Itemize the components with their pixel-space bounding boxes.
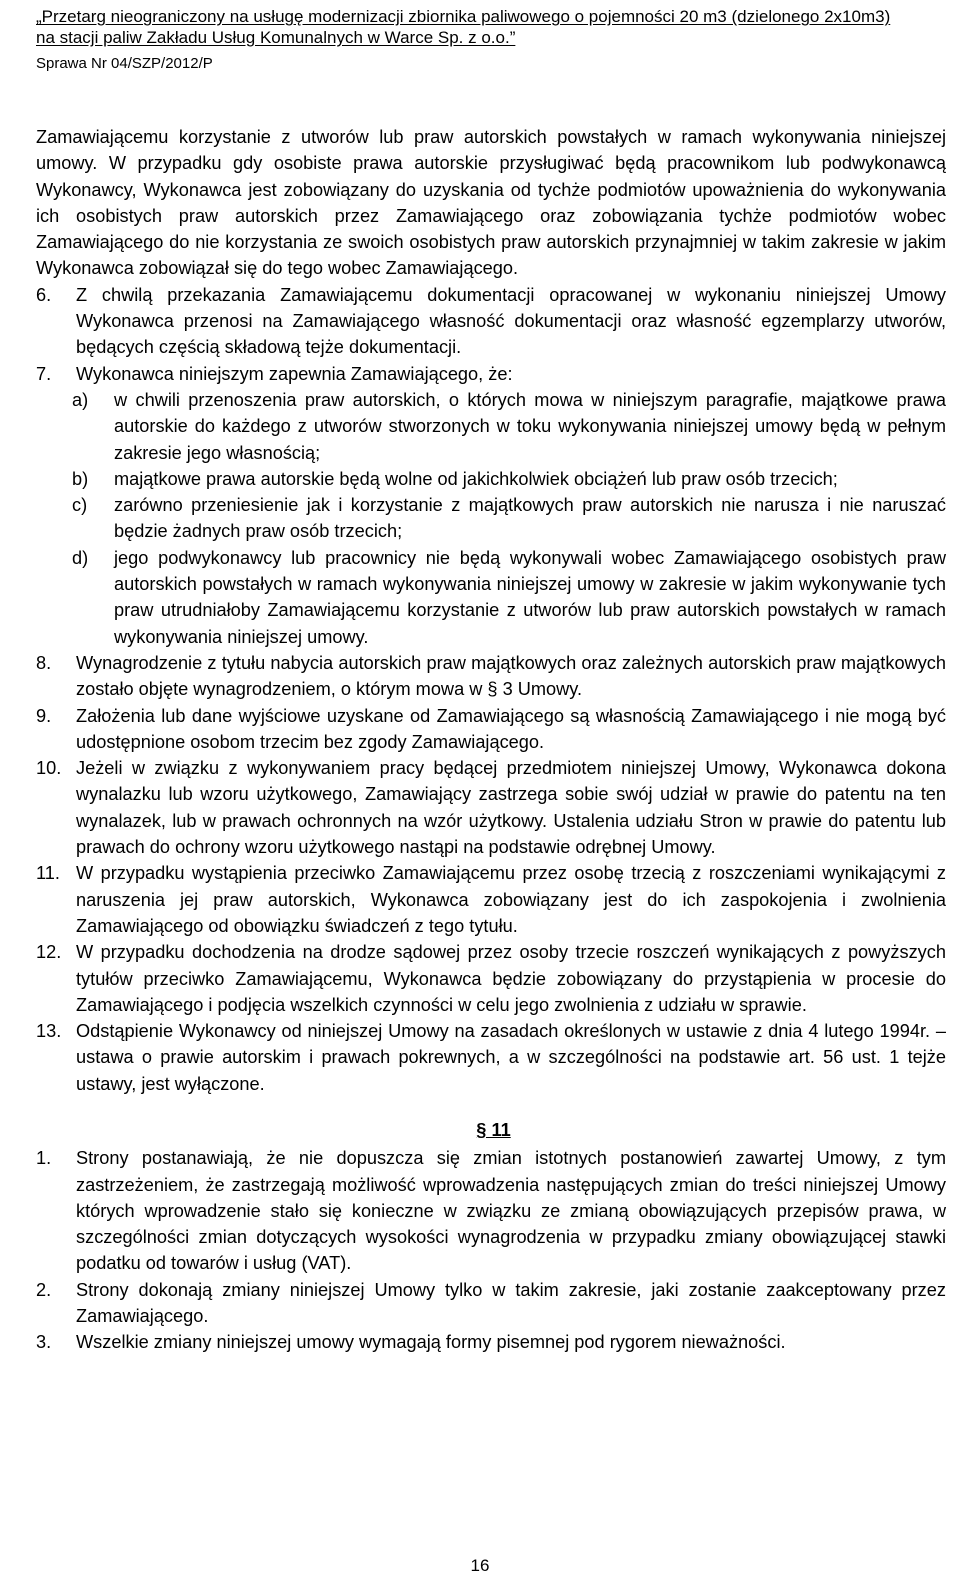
list-item-8 [36, 650, 946, 703]
subitem-a [36, 387, 946, 466]
case-number: Sprawa Nr 04/SZP/2012/P [36, 55, 213, 72]
item-text: Odstąpienie Wykonawcy od niniejszej Umowy na zasadach określonych w ustawie z dnia 4 lutego 1994r. – ustawa o prawie autorskim i prawach pokrewnych, a w szczególności na podstawie art. 56 ust. 1 tejże ustawy, jest wyłączone. [76, 1021, 946, 1094]
item-number: 8. [36, 652, 52, 673]
item-number: 13. [36, 1021, 62, 1042]
item-number: 1. [36, 1148, 52, 1169]
subitem-letter: c) [72, 495, 88, 516]
item-text: W przypadku wystąpienia przeciwko Zamawiającemu przez osobę trzecią z roszczeniami wynikającymi z naruszenia jej praw autorskich, Wykonawca zobowiązany jest do ich zaspokojenia i zwolnienia Zamawiającego od obowiązku świadczeń z tego tytułu. [76, 863, 946, 936]
list-item-10 [36, 755, 946, 860]
section-heading: § 11 [476, 1119, 511, 1140]
subitem-letter: a) [72, 389, 89, 410]
item-text: Z chwilą przekazania Zamawiającemu dokumentacji opracowanej w wykonaniu niniejszej Umowy Wykonawca przenosi na Zamawiającego własność dokumentacji oraz własność egzemplarzy utworów, będących częścią składową tejże dokumentacji. [76, 284, 946, 358]
subitem-letter: d) [72, 547, 89, 568]
list-item-11 [36, 860, 946, 939]
subitem-text: w chwili przenoszenia praw autorskich, o których mowa w niniejszym paragrafie, majątkowe prawa autorskie do każdego z utworów stworzonych w toku wykonywania niniejszej umowy będą w pełnym zakresie jego własnością; [114, 389, 946, 463]
list-item-9 [36, 703, 946, 756]
document-header [36, 6, 954, 74]
document-body [36, 124, 946, 1356]
list-item-6 [36, 282, 946, 361]
item-number: 7. [36, 363, 52, 384]
item-number: 10. [36, 758, 62, 779]
section-item-3 [36, 1329, 946, 1355]
list-item-7 [36, 361, 946, 387]
item-number: 3. [36, 1332, 52, 1353]
subitem-text: jego podwykonawcy lub pracownicy nie będą wykonywali wobec Zamawiającego osobistych praw autorskich powstałych w ramach wykonywania niniejszej umowy w zakresie w jakim wykonywanie tych praw utrudniałoby Zamawiającemu korzystanie z utworów lub praw autorskich powstałych w ramach wykonywania niniejszej umowy. [114, 547, 946, 647]
subitem-letter: b) [72, 468, 89, 489]
item-text: Wszelkie zmiany niniejszej umowy wymagają formy pisemnej pod rygorem nieważności. [76, 1332, 786, 1353]
section-item-2 [36, 1277, 946, 1330]
header-title-line-2: na stacji paliw Zakładu Usług Komunalnych w Warce Sp. z o.o.” [36, 28, 516, 47]
subitem-b [36, 466, 946, 492]
subitem-c [36, 492, 946, 545]
item-text: Jeżeli w związku z wykonywaniem pracy będącej przedmiotem niniejszej Umowy, Wykonawca dokona wynalazku lub wzoru użytkowego, Zamawiający zastrzega sobie swój udział w prawie do patentu na ten wynalazek, lub w prawach ochronnych na wzór użytkowy. Ustalenia udziału Stron w prawie do patentu lub prawach do ochrony wzoru użytkowego nastąpi na podstawie odrębnej Umowy. [76, 758, 946, 858]
list-item-12 [36, 939, 946, 1018]
subitem-d [36, 545, 946, 650]
item-text: Strony postanawiają, że nie dopuszcza się zmian istotnych postanowień zawartej Umowy, z tym zastrzeżeniem, że zastrzegają możliwość wprowadzenia następujących zmian do treści niniejszej Umowy których wprowadzenie stało się konieczne w związku ze zmianą obowiązujących przepisów prawa, w szczególności zmian dotyczących wysokości wynagrodzenia w przypadku zmiany obowiązującej stawki podatku od towarów i usług (VAT). [76, 1148, 946, 1274]
item-number: 6. [36, 284, 52, 305]
subitem-text: majątkowe prawa autorskie będą wolne od jakichkolwiek obciążeń lub praw osób trzecich; [114, 468, 838, 489]
item-number: 9. [36, 705, 52, 726]
subitem-text: zarówno przeniesienie jak i korzystanie z majątkowych praw autorskich nie narusza i nie naruszać będzie żadnych praw osób trzecich; [114, 495, 946, 542]
item-number: 11. [36, 863, 60, 884]
item-text: Strony dokonają zmiany niniejszej Umowy tylko w takim zakresie, jaki zostanie zaakceptowany przez Zamawiającego. [76, 1279, 946, 1327]
section-item-1 [36, 1145, 946, 1276]
item-text: Założenia lub dane wyjściowe uzyskane od Zamawiającego są własnością Zamawiającego i nie mogą być udostępnione osobom trzecim bez zgody Zamawiającego. [76, 705, 946, 752]
list-item-13 [36, 1018, 946, 1097]
item-number: 12. [36, 942, 62, 963]
item-text: Wykonawca niniejszym zapewnia Zamawiającego, że: [76, 363, 513, 384]
header-title-line-1: „Przetarg nieograniczony na usługę modernizacji zbiornika paliwowego o pojemności 20 m3 (dzielonego 2x10m3) [36, 7, 891, 26]
page-number: 16 [470, 1556, 490, 1575]
item-text: Wynagrodzenie z tytułu nabycia autorskich praw majątkowych oraz zależnych autorskich praw majątkowych zostało objęte wynagrodzeniem, o którym mowa w § 3 Umowy. [76, 652, 946, 700]
intro-paragraph: Zamawiającemu korzystanie z utworów lub praw autorskich powstałych w ramach wykonywania niniejszej umowy. W przypadku gdy osobiste prawa autorskie przysługiwać będą pracownikom lub podwykonawcą Wykonawcy, Wykonawca jest zobowiązany do uzyskania od tychże podmiotów upoważnienia do wykonywania ich osobistych praw autorskich przez Zamawiającego oraz zobowiązania tychże podmiotów wobec Zamawiającego do nie korzystania ze swoich osobistych praw autorskich przynajmniej w takim zakresie w jakim Wykonawca zobowiązał się do tego wobec Zamawiającego. [36, 127, 946, 279]
item-text: W przypadku dochodzenia na drodze sądowej przez osoby trzecie roszczeń wynikających z powyższych tytułów przeciwko Zamawiającemu, Wykonawca będzie zobowiązany do przystąpienia w procesie do Zamawiającego i podjęcia wszelkich czynności w celu jego zwolnienia z udziału w sprawie. [76, 942, 946, 1015]
item-number: 2. [36, 1279, 52, 1300]
